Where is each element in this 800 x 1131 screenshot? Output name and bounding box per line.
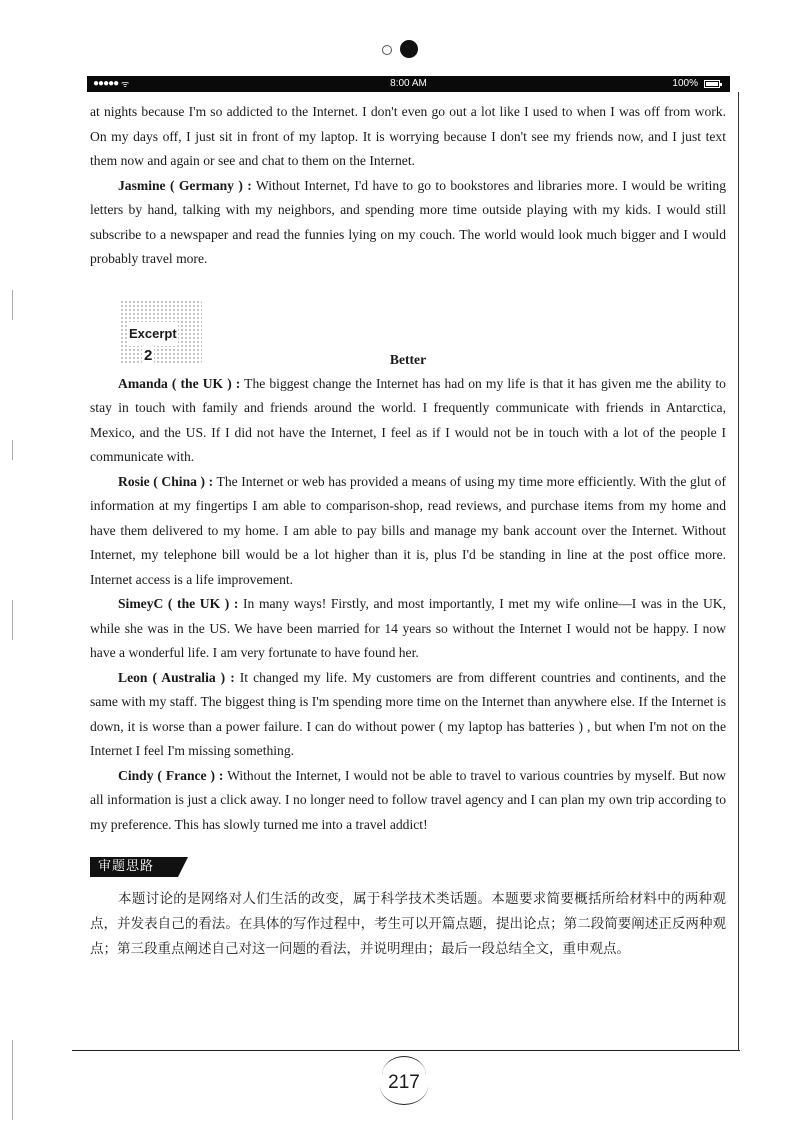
speaker-text: In many ways! Firstly, and most importantly, I met my wife online—I was in the UK, while she was in the US. We have been married for 14 years so without the Internet I would not be happy. I now have a wonderful life. I am very fortunate to have found her. (90, 596, 726, 660)
camera-indicator (382, 40, 422, 60)
speaker-text: The biggest change the Internet has had on my life is that it has given me the ability to stay in touch with family and friends around the world. I frequently communicate with friends in Antarctica, Mexico, and the US. If I did not have the Internet, I feel as if I would not be in touch with a lot of the people I communicate with. (90, 375, 726, 464)
speaker-text: Without the Internet, I would not be able to travel to various countries by myself. But now all information is just a click away. I no longer need to follow travel agency and I can plan my own trip according to my preference. This has slowly turned me into a travel addict! (90, 767, 727, 832)
tip-badge (90, 857, 190, 877)
paragraph-amanda (90, 372, 726, 470)
paragraph-leon (90, 666, 726, 764)
status-bar (87, 76, 730, 92)
excerpt-number: 2 (142, 344, 154, 369)
excerpt-header (90, 298, 726, 372)
margin-mark (12, 600, 13, 640)
paragraph-jasmine (90, 174, 726, 272)
battery-percent: 100% (672, 78, 698, 89)
signal-icon: ●●●●● (93, 78, 119, 89)
speaker-name: Jasmine ( Germany ) : (118, 177, 252, 193)
speaker-name: SimeyC ( the UK ) : (118, 596, 239, 611)
paragraph-rosie (90, 470, 726, 593)
tip-header (90, 853, 726, 887)
page-number (378, 1072, 430, 1094)
paragraph-cindy (90, 764, 726, 838)
speaker-name: Amanda ( the UK ) : (118, 375, 241, 391)
speaker-name: Cindy ( France ) : (118, 767, 224, 783)
page-number-text: 217 (388, 1072, 420, 1093)
speaker-name: Rosie ( China ) : (118, 473, 214, 489)
tip-text: 本题讨论的是网络对人们生活的改变，属于科学技术类话题。本题要求简要概括所给材料中的两种观点，并发表自己的看法。在具体的写作过程中，考生可以开篇点题，提出论点；第二段简要阐述正反两种观点；第三段重点阐述自己对这一问题的看法，并说明理由；最后一段总结全文，重申观点。 (90, 891, 726, 957)
battery-icon (704, 80, 720, 88)
speaker-text: It changed my life. My customers are from different countries and continents, and the same with my staff. The biggest thing is I'm spending more time on the Internet than anywhere else. If the Internet is down, it is worse than a power failure. I can do without power ( my laptop has batteries ) , but when I'm not on the Internet I feel I'm missing something. (90, 669, 726, 758)
speaker-name: Leon ( Australia ) : (118, 669, 235, 685)
document-body (90, 100, 726, 962)
camera-lens-icon (382, 45, 392, 55)
speaker-text: The Internet or web has provided a means of using my time more efficiently. With the glut of information at my fingertips I am able to comparison-shop, read reviews, and purchase items from my home and have them delivered to my home. I am able to pay bills and manage my bank account over the Internet. Without Internet, my telephone bill would be a lot higher than it is, plus I'd be standing in line at the post office more. Internet access is a life improvement. (90, 473, 727, 587)
page-number-arc-top (382, 1056, 426, 1075)
margin-mark (12, 440, 13, 460)
excerpt-word: Excerpt (128, 322, 178, 347)
status-time: 8:00 AM (390, 78, 427, 89)
footer-rule (72, 1050, 740, 1051)
margin-mark (12, 1040, 13, 1120)
wifi-icon: ᯤ (121, 79, 130, 89)
page-number-arc-bottom (380, 1086, 428, 1105)
tip-label: 审题思路 (90, 857, 178, 877)
intro-continuation: at nights because I'm so addicted to the Internet. I don't even go out a lot like I used to when I was off from work. On my days off, I just sit in front of my laptop. It is worrying because I don't see my friends now, and I just text them now and again or see and chat to them on the Internet. (90, 104, 726, 168)
speaker-text: Without Internet, I'd have to go to bookstores and libraries more. I would be writing letters by hand, talking with my neighbors, and spending more time outside playing with my kids. I would still subscribe to a newspaper and read the funnies lying on my couch. The world would look much bigger and I would probably travel more. (90, 177, 726, 266)
camera-dot-icon (400, 40, 418, 58)
margin-mark (12, 290, 13, 320)
section-title: Better (389, 351, 427, 367)
paragraph-simeyc (90, 592, 726, 666)
page-right-rule (738, 92, 739, 1050)
tip-badge-corner (178, 857, 188, 877)
